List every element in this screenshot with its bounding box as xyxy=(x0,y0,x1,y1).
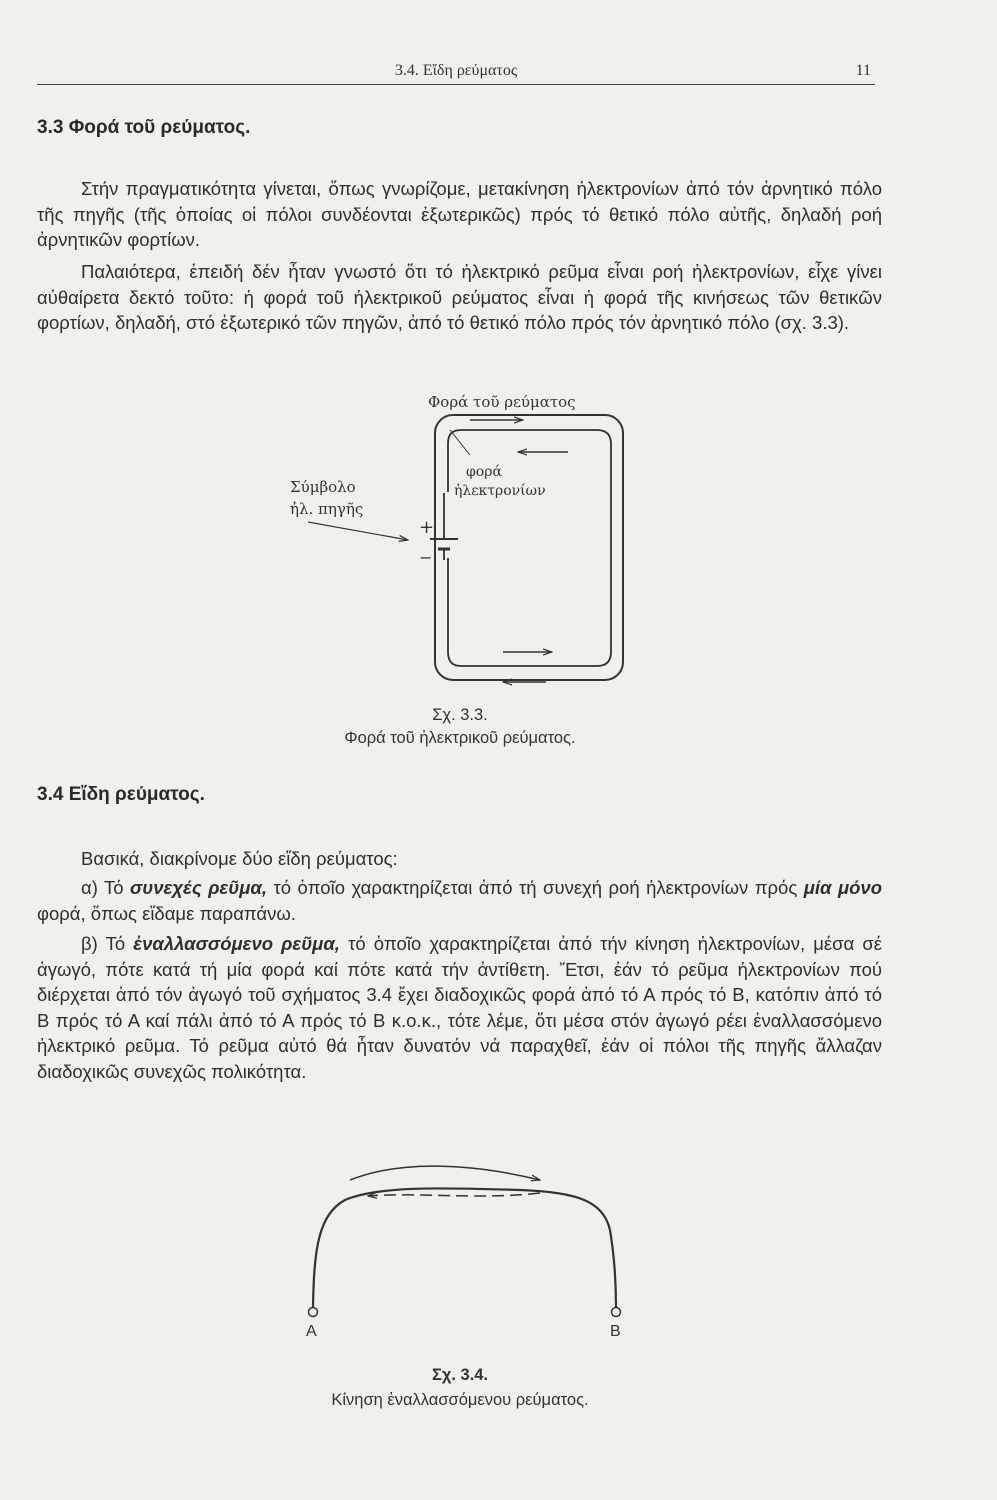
item-a-text-2: φορά, ὅπως εἴδαμε παραπάνω. xyxy=(37,902,296,924)
fig34-label-a: Α xyxy=(306,1323,317,1340)
fig33-caption-text: Φορά τοῦ ἠλεκτρικοῦ ρεύματος. xyxy=(344,729,576,747)
section-3-4-title: 3.4 Εἴδη ρεύματος. xyxy=(37,784,205,805)
fig33-plus-sign: + xyxy=(419,517,435,538)
fig34-terminal-a xyxy=(309,1308,318,1317)
item-a-term: συνεχές ρεῦμα, xyxy=(130,877,267,898)
running-title: 3.4. Εἴδη ρεύματος xyxy=(394,62,518,79)
fig34-terminal-b xyxy=(612,1308,621,1317)
fig34-conductor xyxy=(313,1188,616,1307)
item-a-prefix: α) Τό xyxy=(81,877,124,898)
fig34-caption-number: Σχ. 3.4. xyxy=(431,1366,489,1384)
fig33-current-direction-label: Φορά τοῦ ρεύματος xyxy=(428,393,576,411)
fig33-electron-label-2: ἠλεκτρονίων xyxy=(454,483,546,499)
fig33-minus-sign: − xyxy=(419,548,433,567)
item-b-term: ἐναλλασσόμενο ρεῦμα, xyxy=(133,933,340,954)
paragraph-2-text: Παλαιότερα, ἐπειδή δέν ἦταν γνωστό ὅτι τό ἠλεκτρικό ρεῦμα εἶναι ροή ἠλεκτρονίων, εἶχε γίνει αὐθαίρετα δεκτό τοῦτο: ἡ φορά τοῦ ἠλεκτρικοῦ ρεύματος εἶναι ἡ φορά τῆς κινήσεως τῶν θετικῶν φορτίων, δηλαδή, στό ἐξωτερικό τῶν πηγῶν, ἀπό τό θετικό πόλο πρός τόν ἀρνητικό πόλο (σχ. 3.3). xyxy=(37,261,882,333)
fig33-symbol-label-1: Σύμβολο xyxy=(290,478,356,496)
section-3-3-title: 3.3 Φορά τοῦ ρεύματος. xyxy=(37,117,251,138)
fig34-arrow-a-to-b xyxy=(350,1166,540,1180)
fig34-arrow-b-to-a xyxy=(368,1193,540,1196)
item-b-text: τό ὁποῖο χαρακτηρίζεται ἀπό τήν κίνηση ἠλεκτρονίων, μέσα σέ ἀγωγό, πότε κατά τή μία φορά καί πότε κατά τήν ἀντίθετη. Ἔτσι, ἐάν τό ρεῦμα ἠλεκτρονίων πού διέρχεται ἀπό τόν ἀγωγό τοῦ σχήματος 3.4 ἔχει διαδοχικῶς φορά ἀπό τό Α πρός τό Β, κατόπιν ἀπό τό Β πρός τό Α καί πάλι ἀπό τό Α πρός τό Β κ.ο.κ., τότε λέμε, ὅτι μέσα στόν ἀγωγό ρέει ἐναλλασσόμενο ἠλεκτρικό ρεῦμα. Τό ρεῦμα αὐτό θά ἦταν δυνατόν νά παραχθεῖ, ἐάν οἱ πόλοι τῆς πηγῆς ἄλλαζαν διαδοχικῶς συνεχῶς πολικότητα. xyxy=(37,933,883,1082)
fig33-symbol-label-2: ἠλ. πηγῆς xyxy=(290,500,364,518)
page-number: 11 xyxy=(855,62,871,79)
fig34-label-b: Β xyxy=(610,1323,621,1340)
item-a-text-1: τό ὁποῖο χαρακτηρίζεται ἀπό τή συνεχή ροή ἠλεκτρονίων πρός xyxy=(273,877,798,898)
item-b-prefix: β) Τό xyxy=(81,933,126,954)
intro-text: Βασικά, διακρίνομε δύο εἴδη ρεύματος: xyxy=(81,848,398,869)
fig33-caption-number: Σχ. 3.3. xyxy=(432,706,488,724)
paragraph-1-text: Στήν πραγματικότητα γίνεται, ὅπως γνωρίζομε, μετακίνηση ἠλεκτρονίων ἀπό τόν ἀρνητικό πόλο τῆς πηγῆς (τῆς ὁποίας οἱ πόλοι συνδέονται ἐξωτερικῶς) πρός τό θετικό πόλο αὐτῆς, δηλαδή ροή ἀρνητικῶν φορτίων. xyxy=(37,178,882,250)
fig34-caption-text: Κίνηση ἐναλλασσόμενου ρεύματος. xyxy=(331,1391,589,1409)
fig33-electron-label-1: φορά xyxy=(466,464,502,480)
item-a-term-2: μία μόνο xyxy=(803,877,883,898)
